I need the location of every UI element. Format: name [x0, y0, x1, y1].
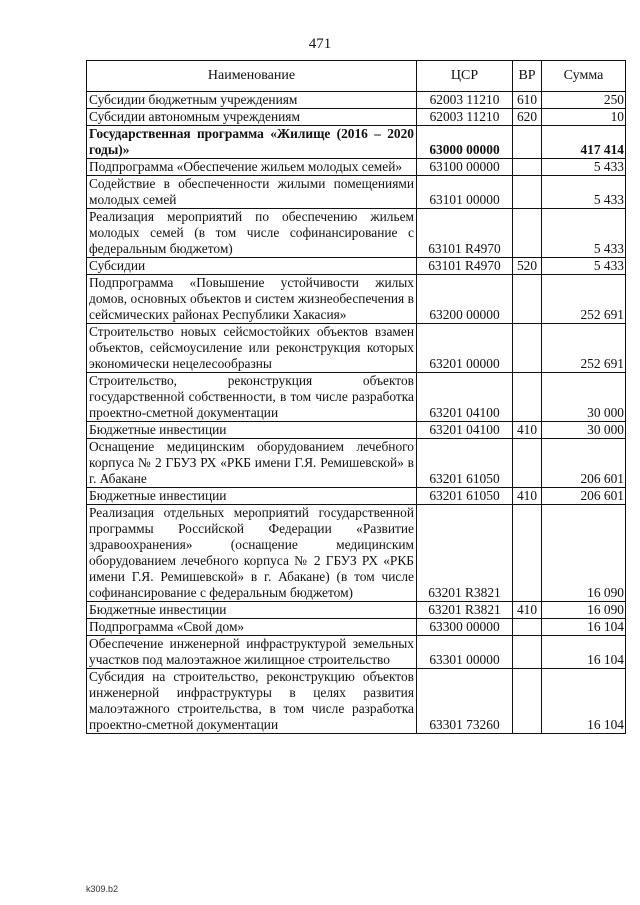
cell-name: Реализация мероприятий по обеспечению жильем молодых семей (в том числе софинансирование с федеральным бюджетом) [87, 209, 417, 258]
cell-sum: 5 433 [542, 176, 626, 209]
cell-name: Строительство, реконструкция объектов государственной собственности, в том числе разработка проектно-сметной документации [87, 373, 417, 422]
cell-sum: 5 433 [542, 159, 626, 176]
table-body [87, 92, 626, 734]
table-row [87, 176, 626, 209]
cell-code: 63200 00000 [417, 275, 513, 324]
cell-name: Подпрограмма «Свой дом» [87, 619, 417, 636]
cell-code: 63201 R3821 [417, 602, 513, 619]
table-row [87, 422, 626, 439]
cell-vr [513, 636, 542, 669]
cell-code: 63201 61050 [417, 488, 513, 505]
cell-code: 63201 R3821 [417, 505, 513, 602]
table-row [87, 126, 626, 159]
cell-sum: 206 601 [542, 439, 626, 488]
cell-vr: 410 [513, 488, 542, 505]
cell-vr: 610 [513, 92, 542, 109]
cell-sum: 30 000 [542, 422, 626, 439]
cell-name: Содействие в обеспеченности жилыми помещениями молодых семей [87, 176, 417, 209]
cell-code: 63101 R4970 [417, 209, 513, 258]
page-number: 471 [308, 36, 332, 52]
cell-name: Строительство новых сейсмостойких объектов взамен объектов, сейсмоусиление или реконструкция которых экономически нецелесообразны [87, 324, 417, 373]
cell-code: 63201 61050 [417, 439, 513, 488]
cell-sum: 5 433 [542, 209, 626, 258]
footer-code: k309.b2 [86, 884, 119, 894]
cell-name: Подпрограмма «Обеспечение жильем молодых семей» [87, 159, 417, 176]
cell-sum: 16 104 [542, 669, 626, 734]
cell-code: 62003 11210 [417, 109, 513, 126]
table-row [87, 92, 626, 109]
cell-code: 63301 00000 [417, 636, 513, 669]
cell-vr [513, 275, 542, 324]
cell-name: Субсидии автономным учреждениям [87, 109, 417, 126]
cell-name: Субсидии [87, 258, 417, 275]
cell-vr: 410 [513, 422, 542, 439]
cell-sum: 252 691 [542, 275, 626, 324]
table-row [87, 505, 626, 602]
cell-sum: 10 [542, 109, 626, 126]
cell-name: Субсидия на строительство, реконструкцию объектов инженерной инфраструктуры в целях развития малоэтажного строительства, в том числе разработка проектно-сметной документации [87, 669, 417, 734]
table-row [87, 602, 626, 619]
table-row [87, 209, 626, 258]
budget-table [86, 60, 626, 734]
table-row [87, 275, 626, 324]
cell-vr [513, 209, 542, 258]
cell-vr [513, 176, 542, 209]
cell-code: 63201 00000 [417, 324, 513, 373]
table-header-row [87, 61, 626, 92]
cell-code: 63000 00000 [417, 126, 513, 159]
column-header-sum: Сумма [542, 61, 626, 92]
cell-sum: 206 601 [542, 488, 626, 505]
cell-code: 63100 00000 [417, 159, 513, 176]
cell-name: Бюджетные инвестиции [87, 488, 417, 505]
cell-sum: 16 104 [542, 619, 626, 636]
cell-sum: 30 000 [542, 373, 626, 422]
cell-sum: 16 090 [542, 505, 626, 602]
cell-vr: 410 [513, 602, 542, 619]
cell-sum: 417 414 [542, 126, 626, 159]
column-header-code: ЦСР [417, 61, 513, 92]
cell-code: 63201 04100 [417, 422, 513, 439]
table-row [87, 636, 626, 669]
cell-name: Государственная программа «Жилище (2016 – 2020 годы)» [87, 126, 417, 159]
cell-vr: 520 [513, 258, 542, 275]
table-row [87, 619, 626, 636]
cell-sum: 252 691 [542, 324, 626, 373]
cell-code: 62003 11210 [417, 92, 513, 109]
cell-code: 63300 00000 [417, 619, 513, 636]
table-row [87, 258, 626, 275]
table-row [87, 109, 626, 126]
cell-vr [513, 159, 542, 176]
table-row [87, 439, 626, 488]
cell-code: 63101 R4970 [417, 258, 513, 275]
table-row [87, 669, 626, 734]
column-header-name: Наименование [87, 61, 417, 92]
cell-vr [513, 126, 542, 159]
cell-sum: 16 090 [542, 602, 626, 619]
cell-vr [513, 669, 542, 734]
cell-vr [513, 505, 542, 602]
cell-name: Оснащение медицинским оборудованием лечебного корпуса № 2 ГБУЗ РХ «РКБ имени Г.Я. Ремишевской» в г. Абакане [87, 439, 417, 488]
table-row [87, 373, 626, 422]
cell-vr: 620 [513, 109, 542, 126]
cell-code: 63201 04100 [417, 373, 513, 422]
cell-sum: 5 433 [542, 258, 626, 275]
cell-vr [513, 619, 542, 636]
table-row [87, 488, 626, 505]
cell-sum: 250 [542, 92, 626, 109]
cell-name: Обеспечение инженерной инфраструктурой земельных участков под малоэтажное жилищное строительство [87, 636, 417, 669]
cell-name: Подпрограмма «Повышение устойчивости жилых домов, основных объектов и систем жизнеобеспечения в сейсмических районах Республики Хакасия» [87, 275, 417, 324]
table-row [87, 324, 626, 373]
cell-name: Реализация отдельных мероприятий государственной программы Российской Федерации «Развитие здравоохранения» (оснащение медицинским оборудованием лечебного корпуса № 2 ГБУЗ РХ «РКБ имени Г.Я. Ремишевской» в г. Абакане) (в том числе софинансирование с федеральным бюджетом) [87, 505, 417, 602]
cell-name: Бюджетные инвестиции [87, 602, 417, 619]
cell-vr [513, 373, 542, 422]
cell-vr [513, 324, 542, 373]
cell-code: 63101 00000 [417, 176, 513, 209]
cell-name: Субсидии бюджетным учреждениям [87, 92, 417, 109]
cell-code: 63301 73260 [417, 669, 513, 734]
table-row [87, 159, 626, 176]
cell-vr [513, 439, 542, 488]
cell-sum: 16 104 [542, 636, 626, 669]
column-header-vr: ВР [513, 61, 542, 92]
cell-name: Бюджетные инвестиции [87, 422, 417, 439]
